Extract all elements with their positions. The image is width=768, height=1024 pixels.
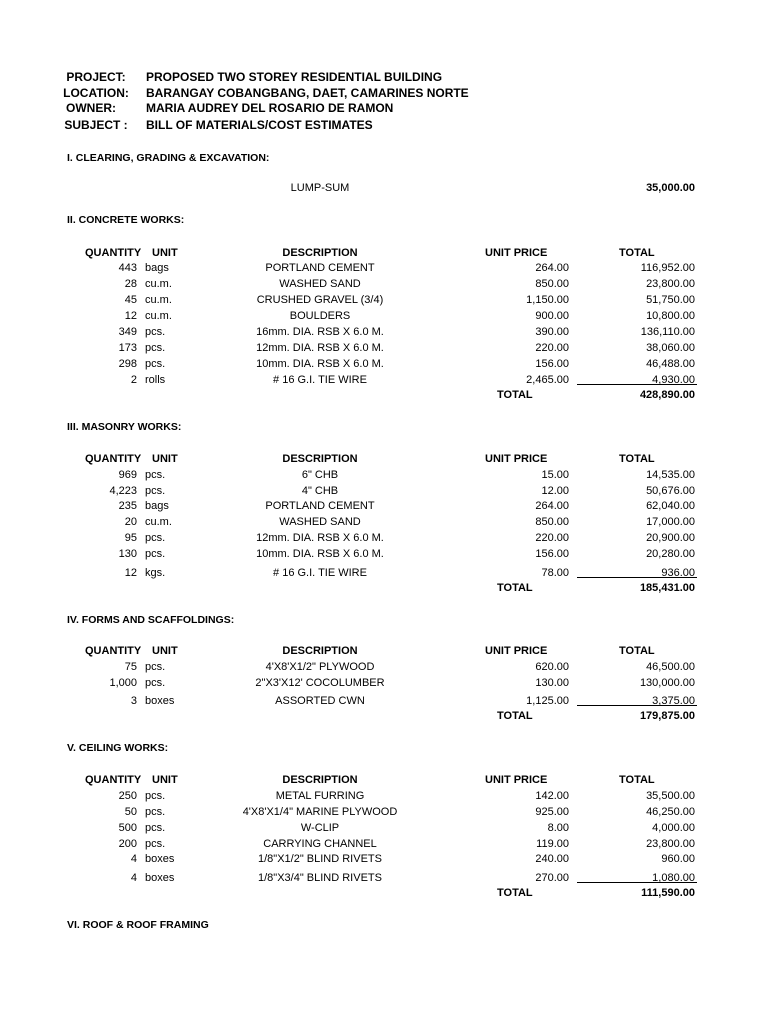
row-quantity: 4 [130,872,137,884]
row-total: 130,000.00 [639,677,695,689]
total-underline [577,705,697,706]
row-total: 4,930.00 [652,374,695,386]
row-quantity: 12 [124,310,137,322]
column-header-description: DESCRIPTION [282,453,358,465]
row-unit: pcs. [145,485,166,497]
row-total: 51,750.00 [646,294,695,306]
row-quantity: 4 [130,853,137,865]
row-unit: pcs. [145,358,166,370]
row-description: WASHED SAND [279,278,361,290]
total-underline [577,882,697,883]
row-unit-price: 156.00 [535,548,569,560]
section-title-forms: IV. FORMS AND SCAFFOLDINGS: [67,614,235,626]
row-unit: boxes [145,695,175,707]
row-total: 20,280.00 [646,548,695,560]
row-quantity: 200 [118,838,137,850]
row-total: 936.00 [661,567,695,579]
row-unit-price: 850.00 [535,516,569,528]
row-description: 12mm. DIA. RSB X 6.0 M. [256,532,384,544]
row-description: CRUSHED GRAVEL (3/4) [256,294,384,306]
row-quantity: 1,000 [109,677,137,689]
row-unit: bags [145,262,169,274]
row-unit: pcs. [145,806,166,818]
row-total: 17,000.00 [646,516,695,528]
row-unit-price: 850.00 [535,278,569,290]
column-header-unit-price: UNIT PRICE [485,247,548,259]
row-unit: rolls [145,374,166,386]
row-unit-price: 240.00 [535,853,569,865]
row-unit: pcs. [145,469,166,481]
row-quantity: 130 [118,548,137,560]
row-description: 1/8"X1/2" BLIND RIVETS [258,853,382,865]
section-title-ceiling: V. CEILING WORKS: [67,742,169,754]
section-total-label: TOTAL [497,582,533,594]
row-unit-price: 156.00 [535,358,569,370]
row-quantity: 235 [118,500,137,512]
column-header-unit: UNIT [152,453,178,465]
row-description: 2"X3'X12' COCOLUMBER [255,677,385,689]
row-description: # 16 G.I. TIE WIRE [273,567,367,579]
row-quantity: 443 [118,262,137,274]
location-value: BARANGAY COBANGBANG, DAET, CAMARINES NORTE [146,86,469,100]
row-quantity: 969 [118,469,137,481]
row-description: 10mm. DIA. RSB X 6.0 M. [256,548,384,560]
subject-label: SUBJECT : [64,118,128,132]
row-unit-price: 220.00 [535,342,569,354]
section-title-masonry: III. MASONRY WORKS: [67,421,182,433]
row-description: 4'X8'X1/2" PLYWOOD [265,661,375,673]
row-unit-price: 264.00 [535,262,569,274]
column-header-unit-price: UNIT PRICE [485,774,548,786]
row-unit: pcs. [145,822,166,834]
row-quantity: 75 [124,661,137,673]
row-unit: pcs. [145,532,166,544]
row-description: 12mm. DIA. RSB X 6.0 M. [256,342,384,354]
row-quantity: 298 [118,358,137,370]
row-description: PORTLAND CEMENT [265,262,375,274]
section-total-label: TOTAL [497,887,533,899]
row-description: BOULDERS [289,310,351,322]
row-description: PORTLAND CEMENT [265,500,375,512]
row-description: 6" CHB [301,469,339,481]
row-unit: pcs. [145,661,166,673]
column-header-total: TOTAL [619,453,655,465]
row-total: 62,040.00 [646,500,695,512]
row-unit-price: 142.00 [535,790,569,802]
row-unit-price: 119.00 [536,838,569,850]
row-unit: pcs. [145,838,166,850]
row-description: 4'X8'X1/4" MARINE PLYWOOD [242,806,398,818]
section-grand-total: 185,431.00 [639,582,695,594]
row-unit-price: 390.00 [535,326,569,338]
row-description: 1/8"X3/4" BLIND RIVETS [258,872,382,884]
column-header-description: DESCRIPTION [282,247,358,259]
project-label: PROJECT: [66,70,126,84]
row-total: 23,800.00 [646,278,695,290]
row-quantity: 12 [124,567,137,579]
section-grand-total: 111,590.00 [641,887,695,899]
column-header-quantity: QUANTITY [85,645,142,657]
row-quantity: 250 [118,790,137,802]
project-value: PROPOSED TWO STOREY RESIDENTIAL BUILDING [146,70,443,84]
row-unit-price: 900.00 [535,310,569,322]
row-total: 46,488.00 [646,358,695,370]
row-total: 960.00 [661,853,695,865]
row-unit-price: 1,125.00 [526,695,569,707]
location-label: LOCATION: [63,86,129,100]
row-total: 10,800.00 [646,310,695,322]
row-quantity: 95 [124,532,137,544]
row-quantity: 349 [118,326,137,338]
column-header-unit: UNIT [152,645,178,657]
row-unit-price: 264.00 [535,500,569,512]
row-unit: kgs. [145,567,166,579]
section-title-concrete: II. CONCRETE WORKS: [67,214,185,226]
row-unit: pcs. [145,548,166,560]
row-unit-price: 270.00 [535,872,569,884]
row-unit: pcs. [145,790,166,802]
column-header-total: TOTAL [619,247,655,259]
row-unit: pcs. [145,677,166,689]
row-total: 50,676.00 [646,485,695,497]
column-header-unit-price: UNIT PRICE [485,645,548,657]
section-title-roof: VI. ROOF & ROOF FRAMING [67,919,209,931]
column-header-quantity: QUANTITY [85,247,142,259]
row-unit: pcs. [145,326,166,338]
section-total-label: TOTAL [497,710,533,722]
row-description: 10mm. DIA. RSB X 6.0 M. [256,358,384,370]
row-unit-price: 8.00 [547,822,569,834]
row-quantity: 45 [124,294,137,306]
row-description: WASHED SAND [279,516,361,528]
section-total-label: TOTAL [497,389,533,401]
row-unit-price: 220.00 [535,532,569,544]
section-grand-total: 179,875.00 [639,710,695,722]
row-unit-price: 925.00 [535,806,569,818]
column-header-description: DESCRIPTION [282,645,358,657]
row-description: ASSORTED CWN [275,695,365,707]
row-quantity: 500 [118,822,137,834]
total-underline [577,384,697,385]
row-total: 46,500.00 [646,661,695,673]
row-unit: boxes [145,853,175,865]
row-unit: cu.m. [145,310,172,322]
row-unit: boxes [145,872,175,884]
row-unit-price: 620.00 [535,661,569,673]
row-unit-price: 15.00 [541,469,569,481]
owner-value: MARIA AUDREY DEL ROSARIO DE RAMON [146,101,394,115]
column-header-total: TOTAL [619,645,655,657]
subject-value: BILL OF MATERIALS/COST ESTIMATES [146,118,373,132]
row-unit-price: 78.00 [541,567,569,579]
row-description: 16mm. DIA. RSB X 6.0 M. [256,326,384,338]
column-header-quantity: QUANTITY [85,774,142,786]
row-quantity: 173 [118,342,137,354]
row-description: 4" CHB [301,485,339,497]
row-quantity: 50 [124,806,137,818]
row-total: 1,080.00 [652,872,695,884]
column-header-description: DESCRIPTION [282,774,358,786]
row-unit: pcs. [145,342,166,354]
owner-label: OWNER: [66,101,116,115]
row-quantity: 4,223 [109,485,137,497]
section-title-clearing: I. CLEARING, GRADING & EXCAVATION: [67,152,270,164]
row-unit-price: 1,150.00 [526,294,569,306]
row-description: W-CLIP [300,822,340,834]
row-total: 38,060.00 [646,342,695,354]
row-quantity: 2 [130,374,137,386]
row-total: 3,375.00 [652,695,695,707]
row-total: 116,952.00 [640,262,695,274]
column-header-total: TOTAL [619,774,655,786]
row-unit: cu.m. [145,294,172,306]
row-quantity: 28 [124,278,137,290]
row-description: METAL FURRING [275,790,365,802]
row-total: 23,800.00 [646,838,695,850]
row-total: 136,110.00 [640,326,695,338]
row-unit-price: 2,465.00 [526,374,569,386]
row-quantity: 3 [130,695,137,707]
column-header-unit-price: UNIT PRICE [485,453,548,465]
row-total: 14,535.00 [646,469,695,481]
row-description: # 16 G.I. TIE WIRE [273,374,367,386]
row-total: 35,500.00 [646,790,695,802]
row-description: CARRYING CHANNEL [263,838,377,850]
row-total: 4,000.00 [652,822,695,834]
row-unit: bags [145,500,169,512]
row-quantity: 20 [124,516,137,528]
column-header-unit: UNIT [152,774,178,786]
section-grand-total: 428,890.00 [639,389,695,401]
row-unit-price: 130.00 [535,677,569,689]
clearing-description: LUMP-SUM [290,182,350,194]
row-total: 20,900.00 [646,532,695,544]
clearing-total: 35,000.00 [646,182,695,194]
column-header-quantity: QUANTITY [85,453,142,465]
row-unit: cu.m. [145,278,172,290]
row-unit: cu.m. [145,516,172,528]
row-total: 46,250.00 [646,806,695,818]
column-header-unit: UNIT [152,247,178,259]
row-unit-price: 12.00 [541,485,569,497]
total-underline [577,577,697,578]
